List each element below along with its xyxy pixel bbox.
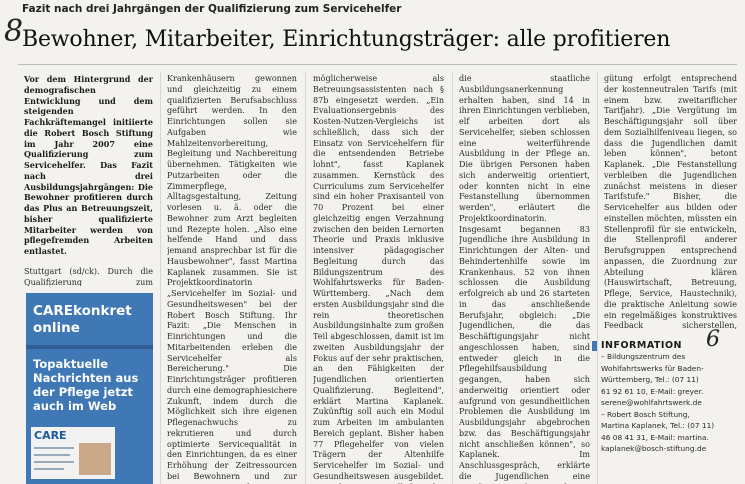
info-line: serene@wohlfahrtswerk.de [601, 398, 702, 408]
info-line: – Robert Bosch Stiftung, [601, 409, 690, 419]
info-line: Wohlfahrtswerks für Baden- [601, 363, 704, 373]
article-text: Krankenhäusern gewonnen und gleichzeitig zu einem qualifizierten Berufsabschluss geführt werden. In den Einrichtungen sollen sie Aufgaben wie Mahlzeitenvorbereitung, Begleitung und Nachbereitung übernehmen. Tätigkeiten wie Putzarbeiten oder die Zimmerpflege, Alltagsgestaltung, Zeitung vorlesen u. ä. oder die Bewohner zum Arzt begleiten und Rezepte holen. „Also eine helfende Hand und dass jemand ansprechbar ist für die Hausbewohner", fasst Martina Kaplanek zusammen. Sie ist Projektkoordinatorin „Servicehelfer im Sozial- und Gesundheitswesen" bei der Robert Bosch Stiftung. Ihr Fazit: „Die Menschen in Einrichtungen und die Mitarbeitenden erleben die Servicehelfer als Bereicherung." Die Einrichtungsträger profitieren durch eine demographiesichere Zukunft, indem durch die Möglichkeit sich ihre eigenen Pflegenachwuchs zu rekrutieren und durch optimierte Servicequalität in den Einrichtungen, da es einer Erhöhung der Zeitressourcen bei Bewohnern und zur [167, 74, 297, 481]
column-separator [305, 72, 306, 484]
article-column-2 [167, 74, 297, 484]
ad-thumb-text-line [34, 468, 64, 470]
ad-brand [33, 303, 132, 337]
ad-thumb-logo: CARE [34, 429, 67, 442]
article-text: möglicherweise als Betreuungsassistenten nach § 87b eingesetzt werden. „Ein Evaluationsergebnis des Kosten-Nutzen-Vergleichs ist schließlich, dass sich der Einsatz von Servicehelfern für die entsendenden Betriebe lohnt", fasst Kaplanek zusammen. Kernstück des Curriculums zum Servicehelfer sind ein hoher Praxisanteil von 70 Prozent bei einer gleichzeitig engen Verzahnung zwischen den beiden Lernorten Theorie und Praxis inklusive intensiver pädagogischer Begleitung durch das Bildungszentrum des Wohlfahrtswerks für Baden-Württemberg. „Nach dem ersten Ausbildungsjahr sind die rein theoretischen Ausbildungsinhalte zum großen Teil abgeschlossen, damit ist im zweiten Ausbildungsjahr der Fokus auf der sehr praktischen, an den Fähigkeiten der Jugendlichen orientierten Qualifizierung. Begleitend", erklärt Martina Kaplanek. Zukünftig soll auch ein Modul zum Arbeiten im ambulanten Bereich geplant. Bisher haben 77 Pflegehelfer von vielen Trägern der Altenhilfe Servicehelfer im Sozial- und Gesundheitswesen ausgebildet. [313, 74, 444, 481]
column-separator [160, 72, 161, 484]
ad-tagline: Topaktuelle Nachrichten aus der Pflege jetzt auch im Web [33, 357, 139, 413]
kicker-line: Fazit nach drei Jahrgängen der Qualifizierung zum Servicehelfer [22, 3, 402, 15]
ad-thumb-text-line [34, 454, 70, 456]
column-separator [597, 72, 598, 484]
article-lead: Vor dem Hintergrund der demografischen Entwicklung und dem steigenden Fachkräftemangel initiierte die Robert Bosch Stiftung im Jahr 2007 eine Qualifizierung zum Servicehelfer. Das Fazit nach drei Ausbildungsjahrgängen: Die Bewohner profitieren durch das Plus an Betreuungszeit, bisher qualifizierte Mitarbeiter werden von pflegefremden Arbeiten entlastet. [24, 74, 153, 256]
ad-thumb-photo [79, 443, 111, 475]
article-column-5 [604, 74, 737, 332]
info-heading: INFORMATION [601, 340, 682, 351]
article-column-1 [24, 74, 153, 286]
article-column-4 [459, 74, 590, 484]
article-text: die staatliche Ausbildungsanerkennung erhalten haben, sind 14 in ihren Einrichtungen verblieben, elf arbeiten dort als Servicehelfer, sieben schlossen eine weiterführende Ausbildung in der Pflege an. Die übrigen Personen haben sich anderweitig orientiert, oder konnten nicht in eine Festanstellung übernommen werden", erläutert die Projektkoordinatorin. Insgesamt begannen 83 Jugendliche ihre Ausbildung in Einrichtungen der Alten- und Behindertenhilfe sowie im Krankenhaus. 52 von ihnen schlossen die Ausbildung erfolgreich ab und 26 starteten in das anschließende Berufsjahr, obgleich: „Die Jugendlichen, die das Beschäftigungsjahr nicht angeschlossen haben, sind entweder gleich in die Pflegehilfsausbildung gegangen, haben sich anderweitig orientiert oder aufgrund von gesundheitlichen Problemen die Ausbildung im Ausbildungsjahr abgebrochen bzw. das Beschäftigungsjahr nicht anschließen können", so Kaplanek. Im Anschlussgespräch, erklärte die Jugendlichen eine [459, 74, 590, 481]
article-body-start: Stuttgart (sd/ck). Durch die Qualifizierung zum [24, 266, 153, 286]
headline-rule [18, 64, 737, 65]
info-line: 61 92 61 10, E-Mail: greyer. [601, 386, 704, 396]
info-line: Württemberg, Tel.: (07 11) [601, 375, 699, 385]
info-marker-bar [592, 341, 597, 351]
handwritten-page-mark: 8 [4, 14, 24, 49]
article-column-3 [313, 74, 444, 484]
info-line: kaplanek@bosch-stiftung.de [601, 444, 707, 454]
info-box [601, 340, 737, 455]
info-line: 46 08 41 31, E-Mail: martina. [601, 432, 709, 442]
page-title: Bewohner, Mitarbeiter, Einrichtungsträger: alle profitieren [22, 27, 671, 52]
ad-divider-band [26, 345, 153, 349]
handwritten-info-mark: 6 [706, 327, 720, 352]
column-separator [452, 72, 453, 484]
article-text: gütung erfolgt entsprechend der kostenneutralen Tarifs (mit einem bzw. zweitariflicher Tarifjahr). „Die Vergütung im Beschäftigungsjahr soll über dem Sozialhilfeniveau liegen, so dass die Jugendlichen damit leben können", betont Kaplanek. „Die Festanstellung verbleiben die Jugendlichen zunächst meistens in dieser Tarifstufe." Bisher, die Servicehelfer aus bilden oder einstellen möchten, müssten ein Stellenprofil für sie entwickeln, die Stellenprofil anderer Berufsgruppen entsprechend anpassen, die Zuordnung zur Abteilung klären (Hauswirtschaft, Betreuung, Pflege, Service, Haustechnik), die praktische Anleitung sowie ein regelmäßiges konstruktives Feedback sicherstellen, [604, 74, 737, 331]
info-line: – Bildungszentrum des [601, 352, 686, 362]
ad-thumb-text-line [34, 447, 74, 449]
ad-brand-line-1: CAREkonkret [33, 303, 132, 319]
ad-thumb-text-line [34, 461, 74, 463]
info-line: Martina Kaplanek, Tel.: (07 11) [601, 421, 715, 431]
carekonkret-ad [26, 293, 153, 484]
ad-website-thumbnail [31, 427, 115, 479]
ad-brand-line-2: online [33, 320, 80, 336]
